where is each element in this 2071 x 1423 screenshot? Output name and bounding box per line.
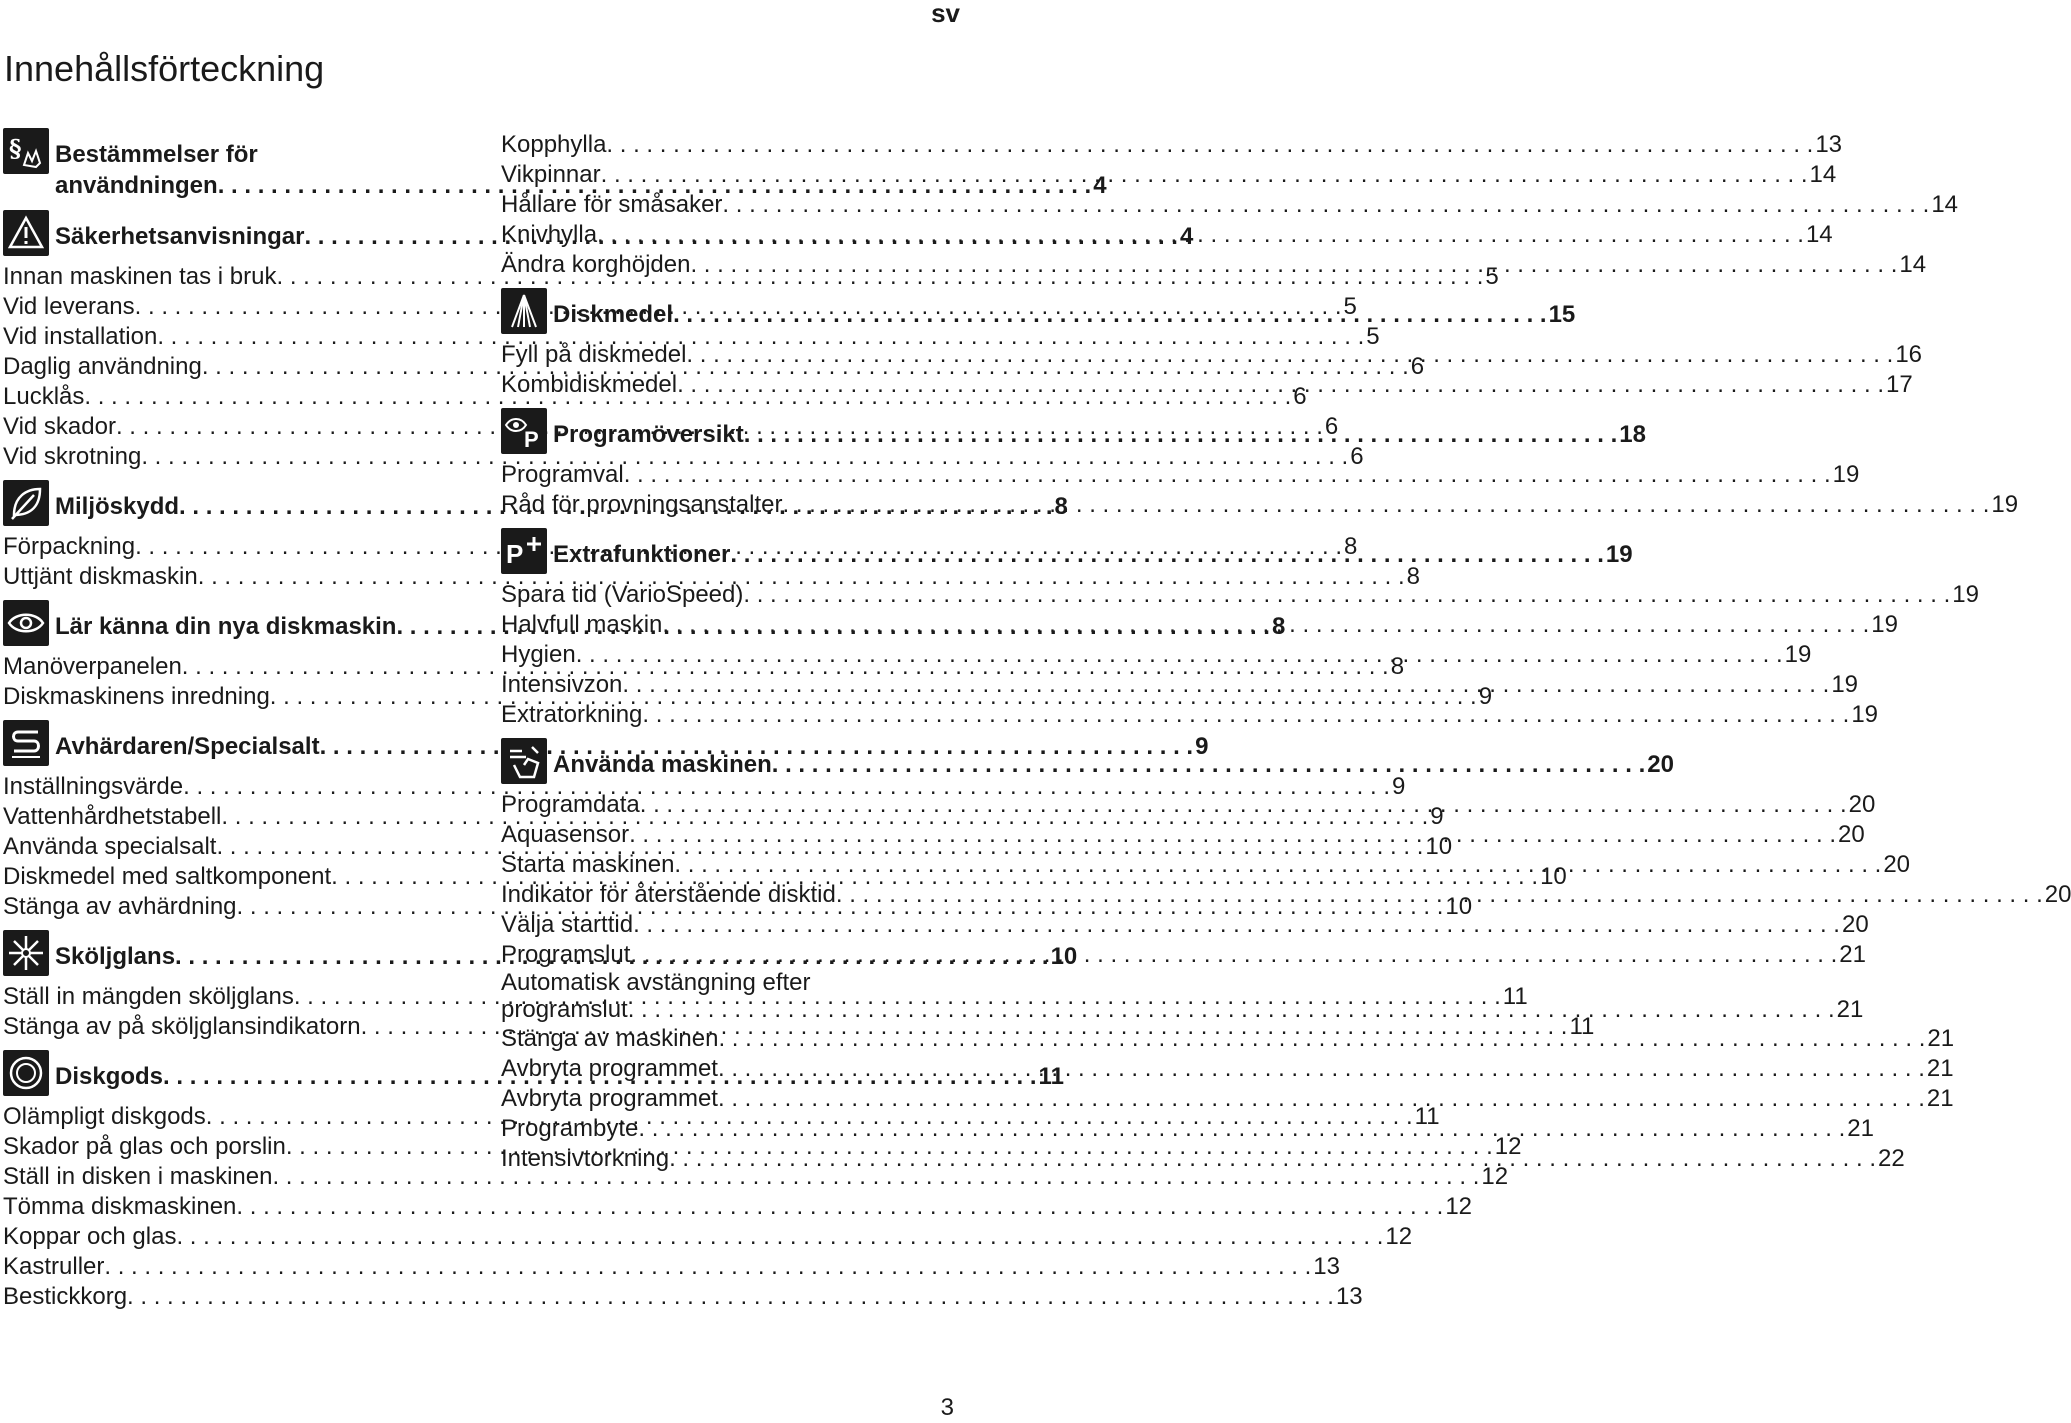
dot-leader [730,528,1604,582]
language-code: sv [931,0,960,28]
dot-leader [662,610,1869,640]
sparkle-icon [3,930,49,976]
section-title: Säkerhetsanvisningar [55,223,305,250]
dot-leader [690,250,1897,280]
entry-title: Diskmaskinens inredning [3,683,270,710]
entry-title: Indikator för återstående disktid [501,881,836,908]
dot-leader [628,996,1835,1024]
toc-entry[interactable] [3,562,1420,592]
page-ref: 6 [1410,353,1425,380]
page-ref: 10 [1445,893,1473,920]
entry-title: Vikpinnar [501,161,601,188]
page-ref: 22 [1878,1145,1905,1172]
toc-entry[interactable] [501,700,1879,730]
warning-triangle-icon [3,210,49,256]
dot-leader [836,880,2043,910]
entry-title: Diskmedel med saltkomponent [3,863,332,890]
section-title: Avhärdaren/Specialsalt [55,733,320,760]
entry-title: Uttjänt diskmaskin [3,563,198,590]
entry-title: Knivhylla [501,221,598,248]
dot-leader [674,850,1881,880]
toc-entry-list [501,580,1979,730]
entry-title-line2: programslut [501,996,628,1023]
page-ref: 9 [1478,683,1493,710]
page-ref: 6 [1324,413,1339,440]
entry-title: Starta maskinen [501,851,675,878]
section-anvanda-maskinen[interactable] [501,738,1674,784]
dot-leader [772,738,1646,792]
page-ref: 8 [1406,563,1420,590]
hand-paragraph-icon [3,128,49,174]
plate-icon [3,1050,49,1096]
entry-title: Intensivtorkning [501,1145,670,1172]
page-ref: 16 [1895,341,1923,368]
dot-leader [633,910,1840,940]
page-title: Innehållsförteckning [4,48,325,89]
page-ref: 21 [1927,1025,1955,1052]
section-title: Extrafunktioner [553,541,731,568]
entry-title: Olämpligt diskgods [3,1103,206,1130]
dot-leader [718,1024,1925,1054]
toc-entry[interactable] [501,640,1812,670]
entry-title: Avbryta programmet [501,1085,718,1112]
page-ref: 8 [1390,653,1405,680]
toc-entry[interactable] [501,610,1898,640]
toc-entry[interactable] [3,772,1406,802]
entry-title: Hållare för småsaker [501,191,723,218]
section-title: Sköljglans [55,943,176,970]
page-ref: 19 [1784,641,1812,668]
toc-entry[interactable] [501,910,1869,940]
page-ref: 19 [1832,461,1860,488]
dot-leader [630,940,1837,970]
toc-entry-list [501,340,1923,400]
dot-leader [744,408,1618,462]
page-ref: 19 [1871,611,1898,638]
entry-title: Programdata [501,791,640,818]
toc-entry[interactable] [501,190,1959,220]
entry-title: Inställningsvärde [3,773,184,800]
svg-text:P: P [506,539,524,569]
page-ref: 6 [1350,443,1364,470]
section-extrafunktioner[interactable] [501,528,1633,574]
section-title: Diskgods [55,1063,164,1090]
toc-entry-list [501,130,1959,280]
entry-title: Skador på glas och porslin [3,1133,286,1160]
dot-leader [677,370,1884,400]
hand-press-icon [501,738,547,784]
section-title-row [553,408,1646,454]
p-plus-icon [501,528,547,574]
entry-title: Fyll på diskmedel [501,341,687,368]
toc-entry[interactable] [501,220,1833,250]
section-title: Använda maskinen [553,751,772,778]
page-ref: 5 [1366,323,1380,350]
page-ref: 14 [1809,161,1837,188]
toc-entry[interactable] [501,340,1923,370]
svg-text:P: P [524,427,539,452]
dot-leader [640,790,1847,820]
dot-leader [669,1144,1876,1174]
dot-leader [743,580,1950,610]
dot-leader [597,220,1804,250]
entry-title: Koppar och glas [3,1223,177,1250]
page-ref: 11 [1502,983,1528,1010]
page-ref: 8 [1271,613,1286,640]
page-ref: 10 [1050,943,1078,970]
toc-entry[interactable] [501,160,1837,190]
page-ref: 10 [1540,863,1567,890]
page-ref: 9 [1392,773,1406,800]
entry-title: Vid skador [3,413,116,440]
entry-title: Vid skrotning [3,443,142,470]
page-ref: 8 [1054,493,1068,520]
page-ref: 21 [1926,1055,1954,1082]
entry-title: Råd för provningsanstalter [501,491,783,518]
entry-title: Extratorkning [501,701,643,728]
page-ref: 21 [1839,941,1866,968]
toc-entry[interactable] [501,580,1979,610]
dot-leader [722,190,1929,220]
toc-entry[interactable] [501,790,1876,820]
page-ref: 13 [1313,1253,1340,1280]
entry-title: Stänga av maskinen [501,1025,719,1052]
entry-title: Manöverpanelen [3,653,182,680]
entry-title: Lucklås [3,383,85,410]
entry-title: Programslut [501,941,631,968]
section-programoversikt[interactable] [501,408,1646,454]
entry-title: Kastruller [3,1253,105,1280]
section-diskmedel[interactable] [501,288,1576,334]
entry-title: Vid installation [3,323,158,350]
eye-icon [3,600,49,646]
page-ref: 5 [1485,263,1499,290]
dot-leader [606,130,1813,160]
section-title: Programöversikt [553,421,744,448]
page-ref: 19 [1991,491,2019,518]
page-ref: 4 [1093,172,1107,199]
page-ref: 21 [1836,996,1864,1023]
entry-title: Stänga av på sköljglansindikatorn [3,1013,361,1040]
page-ref: 20 [1883,851,1911,878]
eye-p-icon [501,408,547,454]
page-ref: 12 [1481,1163,1509,1190]
dot-leader [686,340,1893,370]
dot-leader [638,1114,1845,1144]
toc-entry[interactable] [501,370,1913,400]
dot-leader [629,820,1836,850]
entry-title: Avbryta programmet [501,1055,718,1082]
entry-title: Daglig användning [3,353,202,380]
entry-title: Aquasensor [501,821,630,848]
page-ref: 12 [1445,1193,1473,1220]
toc-entry[interactable] [3,1252,1340,1282]
page-ref: 13 [1815,131,1843,158]
salt-s-icon [3,720,49,766]
section-title: Lär känna din nya diskmaskin [55,613,397,640]
entry-title: Vattenhårdhetstabell [3,803,222,830]
page-ref: 20 [1838,821,1865,848]
leaf-icon [3,480,49,526]
entry-title: Kombidiskmedel [501,371,678,398]
page-ref: 19 [1605,541,1633,568]
toc-entry[interactable] [501,670,1859,700]
toc-entry[interactable] [3,442,1364,472]
section-title-line2: användningen [55,172,218,199]
toc-entry-list [501,460,2019,520]
entry-title: Stänga av avhärdning [3,893,237,920]
page-ref: 18 [1619,421,1646,448]
dot-leader [127,1282,1334,1312]
page-ref: 9 [1195,733,1209,760]
page-ref: 13 [1335,1283,1363,1310]
page-ref: 14 [1899,251,1927,278]
section-title-row [553,738,1674,784]
toc-entry[interactable] [501,490,2019,520]
entry-title: Hygien [501,641,576,668]
dot-leader [673,288,1547,342]
dot-leader [718,1084,1925,1114]
detergent-stream-icon [501,288,547,334]
section-title-line1: Bestämmelser för [55,141,258,168]
page-ref: 6 [1293,383,1307,410]
entry-title: Använda specialsalt [3,833,217,860]
page-number: 3 [940,1394,954,1421]
page-ref: 17 [1885,371,1913,398]
dot-leader [622,670,1829,700]
section-title-row [553,288,1575,334]
entry-title: Ställ in disken i maskinen [3,1163,273,1190]
page-ref: 10 [1425,833,1453,860]
page-ref: 14 [1805,221,1833,248]
entry-title: Kopphylla [501,131,607,158]
toc-entry[interactable] [3,1282,1363,1312]
page-ref: 20 [1647,751,1674,778]
page-ref: 11 [1414,1103,1440,1130]
page-ref: 19 [1831,671,1859,698]
page-ref: 11 [1569,1013,1595,1040]
entry-title-line1: Automatisk avstängning efter [501,969,811,996]
entry-title: Vid leverans [3,293,135,320]
dot-leader [236,1192,1443,1222]
page-ref: 15 [1548,301,1576,328]
entry-title: Programval [501,461,624,488]
entry-title: Bestickkorg [3,1283,128,1310]
toc-entry[interactable] [501,250,1927,280]
entry-title: Ändra korghöjden [501,251,691,278]
entry-title: Välja starttid [501,911,634,938]
toc-entry[interactable] [501,460,1860,490]
page-ref: 9 [1430,803,1444,830]
entry-title: Halvfull maskin [501,611,663,638]
section-title: Diskmedel [553,301,674,328]
toc-entry[interactable] [3,322,1380,352]
dot-leader [642,700,1849,730]
svg-text:§: § [9,134,22,163]
entry-title: Tömma diskmaskinen [3,1193,237,1220]
entry-title: Spara tid (VarioSpeed) [501,581,744,608]
page-ref: 20 [1848,791,1876,818]
toc-entry[interactable] [3,1192,1473,1222]
page-ref: 20 [1841,911,1869,938]
entry-title: Ställ in mängden sköljglans [3,983,294,1010]
dot-leader [782,490,1989,520]
section-title: Miljöskydd [55,493,180,520]
page-ref: 12 [1494,1133,1522,1160]
page-ref: 12 [1385,1223,1413,1250]
dot-leader [104,1252,1311,1282]
toc-entry[interactable] [3,1162,1509,1192]
dot-leader [176,1222,1383,1252]
page-ref: 14 [1931,191,1959,218]
page-ref: 21 [1847,1115,1874,1142]
page-ref: 21 [1926,1085,1954,1112]
page-ref: 5 [1343,293,1357,320]
page-ref: 19 [1851,701,1879,728]
dot-leader [576,640,1783,670]
page-ref: 20 [2044,881,2071,908]
entry-title: Innan maskinen tas i bruk [3,263,277,290]
page-ref: 19 [1952,581,1979,608]
toc-entry[interactable] [501,1084,1954,1114]
dot-leader [624,460,1831,490]
entry-title: Förpackning [3,533,136,560]
toc-entry[interactable] [3,1222,1413,1252]
page-ref: 11 [1038,1063,1064,1090]
page-ref: 4 [1179,223,1194,250]
dot-leader [718,1054,1925,1084]
page-ref: 8 [1343,533,1358,560]
entry-title: Programbyte [501,1115,639,1142]
dot-leader [601,160,1808,190]
toc-entry[interactable] [501,130,1843,160]
entry-title: Intensivzon [501,671,623,698]
section-title-row [553,528,1633,574]
